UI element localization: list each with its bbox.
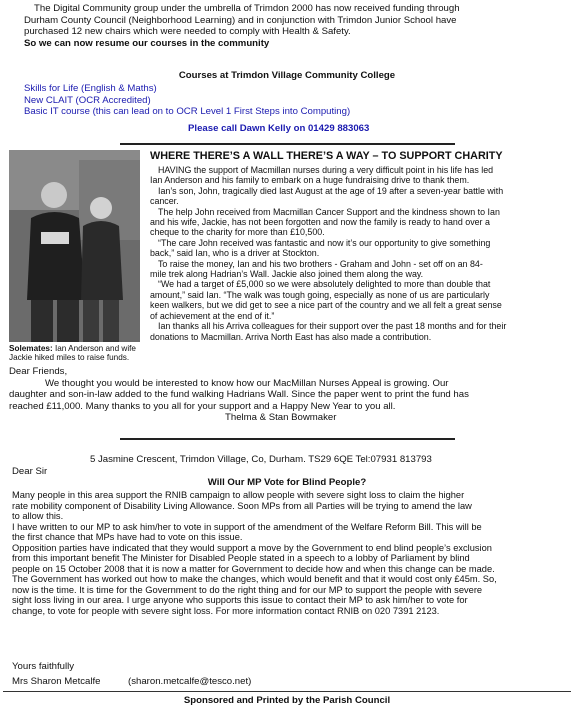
article-line: amount,” said Ian. “The walk was tough going, especially as none of us are particularly [150,289,490,300]
footer-sponsor: Sponsored and Printed by the Parish Council [183,695,391,706]
article-line: HAVING the support of Macmillan nurses during a very difficult point in his life has led [158,165,494,175]
letter2-line: from this important benefit The Minister for Disabled People stated in a speech to a lobby of Parliament by blind [12,553,470,563]
sender-address: 5 Jasmine Crescent, Trimdon Village, Co, Durham. TS29 6QE Tel:07931 813793 [90,454,432,465]
caption-text: Ian Anderson and wife [52,344,136,353]
courses-heading: Courses at Trimdon Village Community College [178,70,396,81]
article-line: cheque to the charity for more than £10,500. [150,227,325,238]
article-line: and his wife, Jackie, has not been forgotten and now the family is ready to hand over a [150,217,490,228]
article-line: cancer. [150,196,179,207]
article-line: Ian Anderson and his family to embark on a huge fundraising drive to thank them. [150,175,470,186]
letter2-salutation: Dear Sir [12,466,48,477]
courses-list [24,83,564,118]
divider [120,438,455,440]
article-line: Ian thanks all his Arriva colleagues for their support over the past 18 months and for their [158,321,507,332]
article-line: “We had a target of £5,000 so we were absolutely delighted to more than double that [158,279,491,290]
intro-line: The Digital Community group under the umbrella of Trimdon 2000 has now received funding through [34,3,460,14]
letter2-line: Many people in this area support the RNIB campaign to allow people with severe sight loss to claim the higher [12,490,465,500]
intro-line: purchased 12 new chairs which were needed to comply with Health & Safety. [24,26,351,38]
letter2-name: Mrs Sharon Metcalfe [12,676,101,687]
article-line: back,” said Ian, who is a driver at Stockton. [150,248,320,259]
letter-signature: Thelma & Stan Bowmaker [225,412,337,424]
article-line: donations to Macmillan. Arriva North East has also made a contribution. [150,331,432,342]
letter2-closing: Yours faithfully [12,661,75,672]
letter-friends [9,366,569,424]
courses-call: Please call Dawn Kelly on 01429 883063 [188,123,370,134]
letter-salutation: Dear Friends, [9,366,68,377]
caption-label: Solemates: [9,344,53,353]
intro-block [24,3,564,49]
article-line: of achievement at the end of it.” [150,310,275,321]
letter2-line: the first chance that MPs have had to vote on this issue. [12,532,243,542]
article-line: keen walkers, but we did get to see a nice part of the country and we all felt a great sense [150,300,502,311]
letter2-line: rate mobility component of Disability Living Allowance. Soon MPs from all Parties will be trying to amend the law [12,500,472,511]
letter2-line: Opposition parties have indicated that they would support a move by the Government to end blind people’s exclusion [12,542,492,553]
letter2-line: I have written to our MP to ask him/her to vote in support of the amendment of the Welfare Reform Bill. This will be [12,521,482,532]
letter-line: We thought you would be interested to know how our MacMillan Nurses Appeal is growing. Our [45,377,449,389]
letter2-line: change, to vote for people with severe sight loss. For more information contact RNIB on 020 7391 2123. [12,605,440,616]
intro-line: Durham County Council (Neighborhood Learning) and in conjunction with Trimdon Junior School have [24,14,457,26]
article-line: “The care John received was fantastic and now it’s our opportunity to give something [158,237,491,248]
letter-line: reached £11,000. Many thanks to you all for your support and a Happy New Year to you all. [9,400,396,412]
course-item: Skills for Life (English & Maths) [24,83,157,94]
article-line: To raise the money, Ian and his two brothers - Graham and John - set off on an 84- [158,258,483,269]
letter2-line: The Government has worked out how to make the changes, which would benefit and that it would cost only £45m. So, [12,574,497,584]
article-line: The help John received from Macmillan Cancer Support and the kindness shown to Ian [158,206,500,217]
letter2-line: sight loss living in our area. I urge anyone who supports this issue to contact their MP to ask him/her to vote for [12,595,468,605]
divider [120,143,455,145]
article-body [150,165,570,342]
article-line: mile trek along Hadrian’s Wall. Jackie also joined them along the way. [150,269,424,280]
caption-text: Jackie hiked miles to raise funds. [9,353,130,363]
letter2-line: people on 15 October 2008 that it is now a matter for Government to decide how and when this change can be made. [12,563,495,574]
course-item: New CLAIT (OCR Accredited) [24,94,151,106]
photo-caption [9,344,149,363]
letter2-email: (sharon.metcalfe@tesco.net) [128,676,252,687]
course-item: Basic IT course (this can lead on to OCR Level 1 First Steps into Computing) [24,106,351,118]
letter2-line: now is the time. It is time for the Government to do the right thing and for our MP to support the people with severe [12,584,483,595]
letter-line: daughter and son-in-law added to the fund walking Hadrians Wall. Since the paper went to print the fund has [9,389,469,401]
photo-illustration [9,150,140,342]
article-headline: WHERE THERE’S A WALL THERE’S A WAY – TO SUPPORT CHARITY [150,150,503,162]
footer-divider [3,691,571,692]
photo-ian-and-jackie [9,150,140,342]
letter2-title: Will Our MP Vote for Blind People? [207,477,367,488]
letter2-body [12,490,572,616]
intro-bold-line: So we can now resume our courses in the community [24,37,270,49]
article-line: Ian’s son, John, tragically died last August at the age of 19 after a seven-year battle with [158,185,504,196]
letter2-line: to allow this. [12,511,64,521]
